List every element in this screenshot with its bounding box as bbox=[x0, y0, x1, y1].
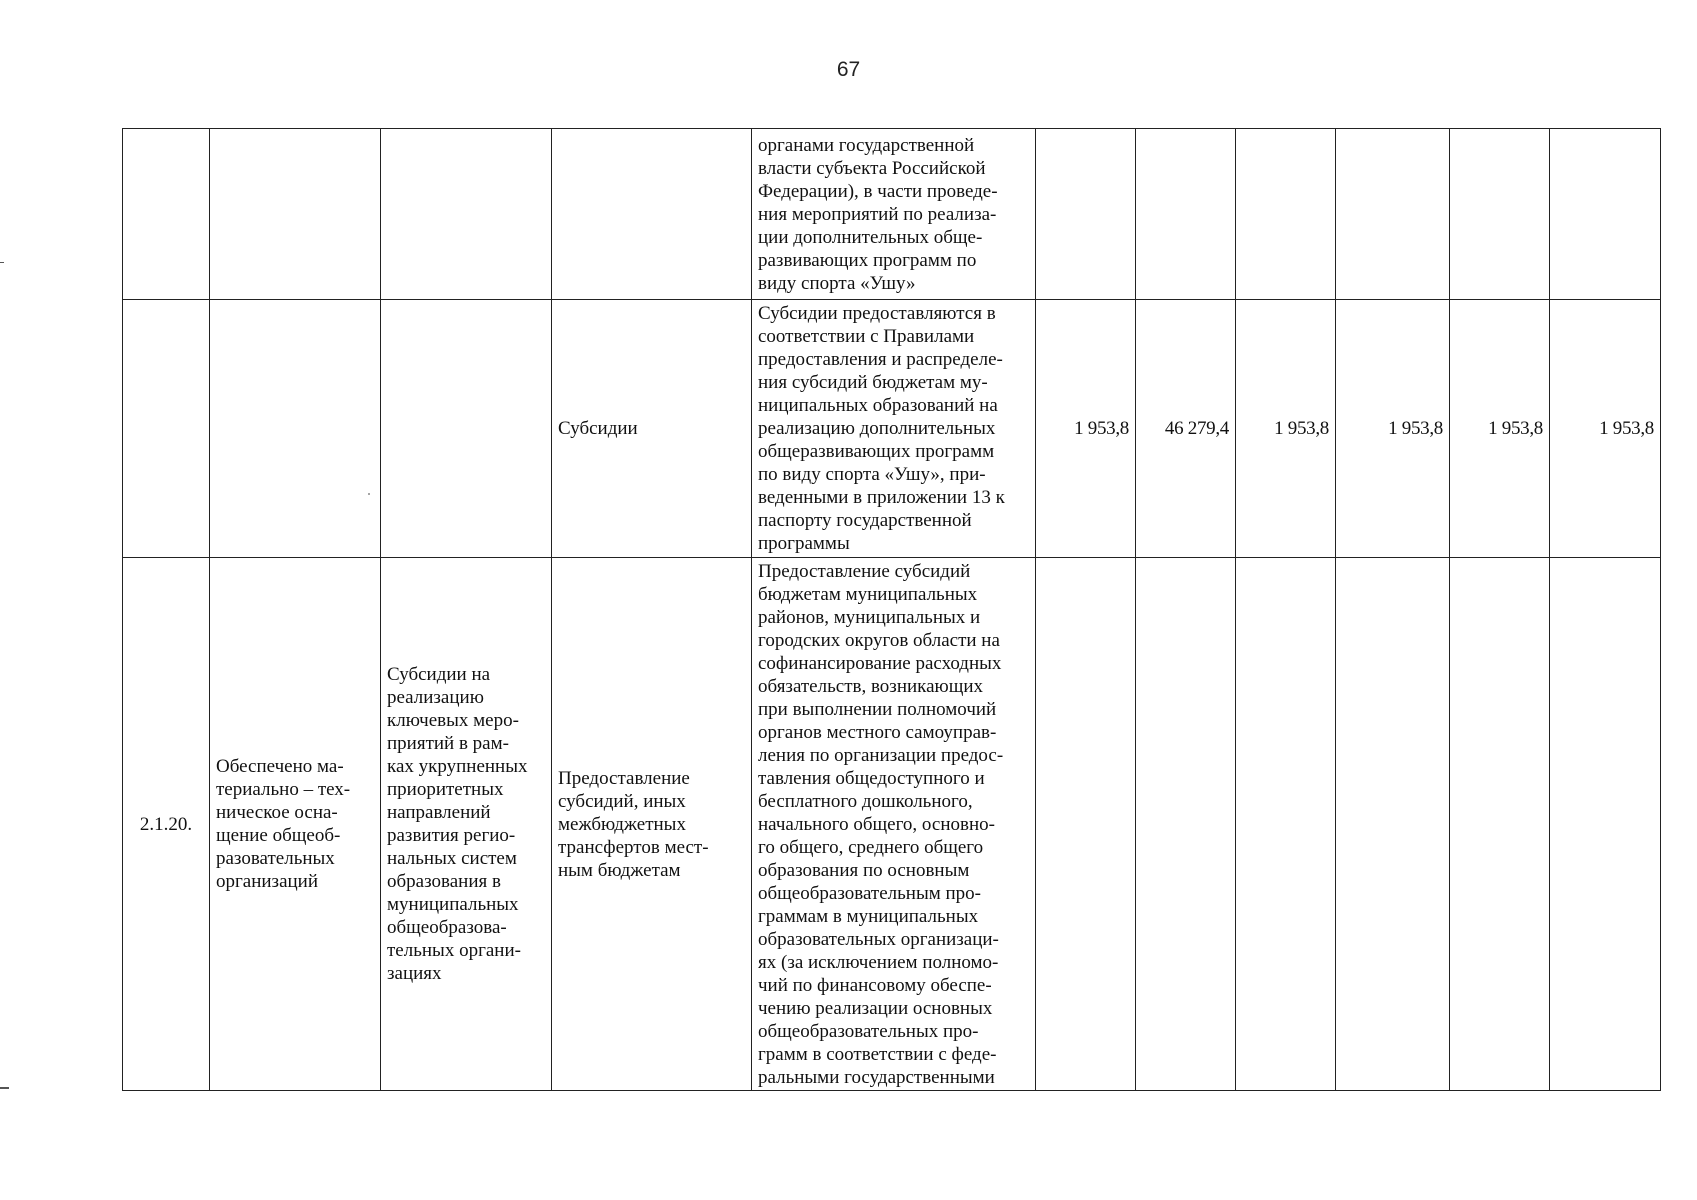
cell-text-line: общеобразова- bbox=[387, 917, 507, 938]
cell-text-line: общеобразовательных про- bbox=[758, 1020, 979, 1042]
cell-text-line: трансфертов мест- bbox=[558, 836, 709, 858]
program-table bbox=[122, 128, 1661, 1091]
cell-description bbox=[752, 129, 1036, 300]
cell-value bbox=[1236, 300, 1336, 558]
cell-text-line: по виду спорта «Ушу», при- bbox=[758, 464, 986, 485]
cell-text-line: щение общеоб- bbox=[216, 825, 341, 846]
cell-text-line: направлений bbox=[387, 802, 491, 823]
cell-text-line: ления по организации предос- bbox=[758, 744, 1004, 766]
cell-event bbox=[381, 558, 552, 1091]
cell-text-line: начального общего, основно- bbox=[758, 813, 995, 835]
cell-text-line: ях (за исключением полномо- bbox=[758, 951, 999, 973]
margin-mark bbox=[0, 262, 4, 263]
cell-text-line: ниципальных образований на bbox=[758, 395, 998, 416]
cell-text-line: ным бюджетам bbox=[558, 859, 681, 881]
cell-number: 1 953,8 bbox=[1388, 418, 1443, 439]
cell-text-line: виду спорта «Ушу» bbox=[758, 272, 916, 294]
cell-text-line: приоритетных bbox=[387, 779, 504, 800]
cell-text-line: субсидий, иных bbox=[558, 790, 686, 812]
cell-text-line: нальных систем bbox=[387, 848, 517, 869]
cell-instrument bbox=[552, 129, 752, 300]
cell-text-line: Субсидии предоставляются в bbox=[758, 303, 996, 324]
cell-description bbox=[752, 558, 1036, 1091]
cell-event bbox=[381, 300, 552, 558]
cell-value bbox=[1550, 558, 1661, 1091]
cell-text-line: органами государственной bbox=[758, 134, 975, 156]
cell-text-line: ции дополнительных обще- bbox=[758, 226, 983, 248]
cell-text-line: тавления общедоступного и bbox=[758, 767, 985, 789]
cell-text-line: развития регио- bbox=[387, 825, 516, 846]
cell-text-line: Обеспечено ма- bbox=[216, 756, 344, 777]
cell-text-line: Предоставление bbox=[558, 767, 690, 789]
cell-value bbox=[1450, 129, 1550, 300]
cell-code bbox=[123, 129, 210, 300]
cell-value bbox=[1550, 300, 1661, 558]
cell-text-line: общеобразовательным про- bbox=[758, 882, 981, 904]
cell-text-line: муниципальных bbox=[387, 894, 519, 915]
cell-value bbox=[1036, 129, 1136, 300]
cell-text-line: районов, муниципальных и bbox=[758, 606, 981, 628]
cell-text-line: предоставления и распределе- bbox=[758, 349, 1003, 370]
cell-text-line: тельных органи- bbox=[387, 940, 521, 961]
cell-text-line: териально – тех- bbox=[216, 779, 351, 800]
cell-text-line: образования по основным bbox=[758, 859, 970, 881]
cell-text-line: зациях bbox=[387, 963, 442, 984]
cell-text-line: развивающих программ по bbox=[758, 249, 977, 271]
cell-value bbox=[1036, 558, 1136, 1091]
cell-text-line: Предоставление субсидий bbox=[758, 560, 971, 582]
cell-value bbox=[1336, 300, 1450, 558]
cell-text-line: общеразвивающих программ bbox=[758, 441, 995, 462]
cell-number: 46 279,4 bbox=[1164, 418, 1229, 439]
cell-text-line: реализацию дополнительных bbox=[758, 418, 996, 439]
cell-description bbox=[752, 300, 1036, 558]
cell-text-line: межбюджетных bbox=[558, 813, 686, 835]
cell-text-line: ния субсидий бюджетам му- bbox=[758, 372, 988, 393]
table-row bbox=[123, 129, 1661, 300]
cell-event bbox=[381, 129, 552, 300]
cell-text-line: Субсидии bbox=[558, 418, 638, 439]
cell-text-line: городских округов области на bbox=[758, 629, 1000, 651]
cell-text: 2.1.20. bbox=[139, 813, 193, 835]
cell-text-line: власти субъекта Российской bbox=[758, 157, 986, 179]
cell-text-line: го общего, среднего общего bbox=[758, 836, 984, 858]
cell-text-line: при выполнении полномочий bbox=[758, 698, 997, 720]
cell-text-line: разовательных bbox=[216, 848, 335, 869]
cell-value bbox=[1550, 129, 1661, 300]
cell-text-line: ках укрупненных bbox=[387, 756, 528, 777]
cell-text-line: граммам в муниципальных bbox=[758, 905, 979, 927]
cell-text-line: ключевых меро- bbox=[387, 710, 519, 731]
cell-text-line: обязательств, возникающих bbox=[758, 675, 984, 697]
cell-number: 1 953,8 bbox=[1599, 418, 1654, 439]
cell-text-line: Федерации), в части проведе- bbox=[758, 180, 998, 202]
cell-text-line: ральными государственными bbox=[758, 1066, 995, 1088]
cell-text-line: приятий в рам- bbox=[387, 733, 509, 754]
table-body bbox=[123, 129, 1661, 1091]
cell-text-line: софинансирование расходных bbox=[758, 652, 1002, 674]
cell-value bbox=[1036, 300, 1136, 558]
table-row bbox=[123, 558, 1661, 1091]
margin-mark bbox=[0, 1087, 9, 1089]
cell-value bbox=[1450, 300, 1550, 558]
cell-code bbox=[123, 300, 210, 558]
cell-number: 1 953,8 bbox=[1488, 418, 1543, 439]
cell-value bbox=[1450, 558, 1550, 1091]
cell-text-line: бесплатного дошкольного, bbox=[758, 790, 973, 812]
cell-result bbox=[210, 558, 381, 1091]
cell-value bbox=[1336, 129, 1450, 300]
cell-value bbox=[1236, 558, 1336, 1091]
cell-value bbox=[1336, 558, 1450, 1091]
cell-value bbox=[1136, 300, 1236, 558]
cell-text-line: органов местного самоуправ- bbox=[758, 721, 997, 743]
cell-text-line: веденными в приложении 13 к bbox=[758, 487, 1005, 508]
cell-result bbox=[210, 300, 381, 558]
cell-text-line: чению реализации основных bbox=[758, 997, 993, 1019]
cell-value bbox=[1136, 129, 1236, 300]
cell-text-line: ния мероприятий по реализа- bbox=[758, 203, 997, 225]
cell-text-line: чий по финансовому обеспе- bbox=[758, 974, 992, 996]
cell-instrument bbox=[552, 558, 752, 1091]
cell-number: 1 953,8 bbox=[1274, 418, 1329, 439]
table-row bbox=[123, 300, 1661, 558]
cell-text-line: программы bbox=[758, 533, 850, 554]
cell-value bbox=[1136, 558, 1236, 1091]
cell-code bbox=[123, 558, 210, 1091]
cell-number: 1 953,8 bbox=[1074, 418, 1129, 439]
cell-instrument bbox=[552, 300, 752, 558]
cell-text-line: грамм в соответствии с феде- bbox=[758, 1043, 997, 1065]
page-number: 67 bbox=[836, 58, 861, 81]
cell-text-line: ническое осна- bbox=[216, 802, 338, 823]
cell-text-line: образовательных организаци- bbox=[758, 928, 999, 950]
cell-result bbox=[210, 129, 381, 300]
cell-text-line: реализацию bbox=[387, 687, 484, 708]
cell-value bbox=[1236, 129, 1336, 300]
cell-text-line: соответствии с Правилами bbox=[758, 326, 975, 347]
cell-text-line: паспорту государственной bbox=[758, 510, 972, 531]
cell-text-line: организаций bbox=[216, 871, 319, 892]
cell-text-line: Субсидии на bbox=[387, 664, 491, 685]
cell-text-line: образования в bbox=[387, 871, 501, 892]
cell-text-line: бюджетам муниципальных bbox=[758, 583, 978, 605]
